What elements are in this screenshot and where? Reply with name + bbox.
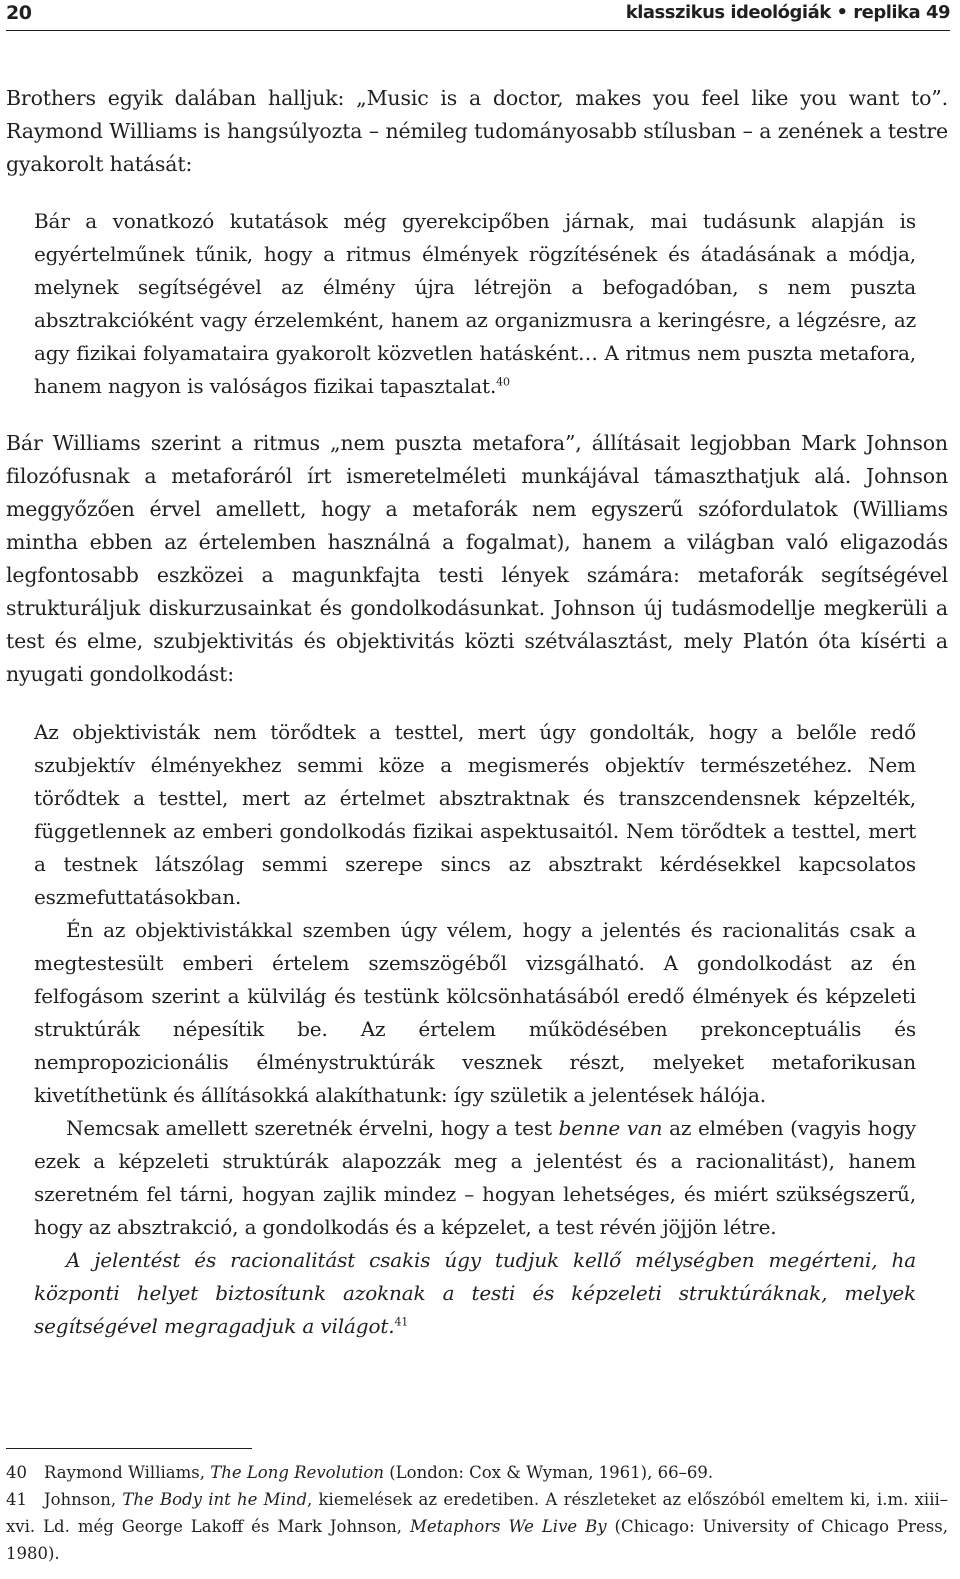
- quote-paragraph-2: Én az objektivistákkal szemben úgy vélem, hogy a jelentés és racionalitás csak a megtestesült emberi értelem szemszögéből vizsgálható. A gondolkodást az én felfogásom szerint a külvilág és testünk kölcsönhatásából eredő élmények és képzeleti struktúrák népesítik be. Az értelem működésében prekonceptuális és nempropozicionális élménystruktúrák vesznek részt, melyeket metaforikusan kivetíthetünk és állításokká alakíthatunk: így születik a jelentések hálója.: [34, 918, 916, 1107]
- intro-text: Brothers egyik dalában halljuk: „Music is a doctor, makes you feel like you want to”. Raymond Williams is hangsúlyozta – némileg tudományosabb stílusban – a zenének a testre gyakorolt hatását:: [6, 86, 948, 176]
- quote-paragraph-3: [34, 1112, 916, 1244]
- footnote-text: (London: Cox & Wyman, 1961), 66–69.: [384, 1463, 714, 1482]
- footnote-text: Raymond Williams,: [44, 1463, 211, 1482]
- footnote-number: 40: [6, 1463, 27, 1482]
- footnote-40: [6, 1459, 948, 1486]
- quote-paragraph-4-text: A jelentést és racionalitást csakis úgy tudjuk kellő mélységben megérteni, ha központi helyet biztosítunk azoknak a testi és képzeleti struktúráknak, melyek segítségével megragadjuk a világot.: [34, 1248, 916, 1338]
- block-quote-williams-text: Bár a vonatkozó kutatások még gyerekcipőben járnak, mai tudásunk alapján is egyértelműnek tűnik, hogy a ritmus élmények rögzítésének és átadásának a módja, melynek segítségével az élmény újra létrejön a befogadóban, s nem puszta absztrakcióként vagy érzelemként, hanem az organizmusra a keringésre, a légzésre, az agy fizikai folyamataira gyakorolt közvetlen hatásként… A ritmus nem puszta metafora, hanem nagyon is valóságos fizikai tapasztalat.: [34, 209, 916, 398]
- footnotes: [6, 1459, 948, 1567]
- footnote-ref-40[interactable]: 40: [496, 375, 510, 389]
- quote-paragraph-3-emphasis: benne van: [558, 1116, 663, 1140]
- running-head: klasszikus ideológiák • replika 49: [625, 2, 950, 23]
- footnote-ref-41[interactable]: 41: [394, 1315, 409, 1329]
- footnote-text: Johnson,: [44, 1490, 123, 1509]
- block-quote-johnson: [34, 716, 916, 1343]
- body-paragraph-johnson-text: Bár Williams szerint a ritmus „nem puszta metafora”, állításait legjobban Mark Johnson filozófusnak a metaforáról írt ismeretelméleti munkájával támaszthatjuk alá. Johnson meggyőzően érvel amellett, hogy a metaforák nem egyszerű szófordulatok (Williams mintha ebben az értelemben használná a fogalmat), hanem a világban való eligazodás legfontosabb eszközei a magunkfajta testi lények számára: metaforák segítségével strukturáljuk diskurzusainkat és gondolkodásunkat. Johnson új tudásmodellje megkerüli a test és elme, szubjektivitás és objektivitás közti szétválasztást, mely Platón óta kísérti a nyugati gondolkodást:: [6, 431, 948, 686]
- quote-paragraph-1: Az objektivisták nem törődtek a testtel, mert úgy gondolták, hogy a belőle redő szubjektív élményekhez semmi köze a megismerés objektív természetéhez. Nem törődtek a testtel, mert az értelmet absztraktnak és transzcendensnek képzelték, függetlennek az emberi gondolkodás fizikai aspektusaitól. Nem törődtek a testtel, mert a testnek látszólag semmi szerepe sincs az absztrakt kérdésekkel kapcsolatos eszmefuttatásokban.: [34, 720, 916, 909]
- footnote-41: [6, 1486, 948, 1567]
- body-paragraph-johnson: [6, 427, 948, 691]
- footnote-text: , kiemelések az eredetiben. A részleteket az előszóból emeltem ki, i.m. xiii–xvi. Ld. még George Lakoff és Mark Johnson,: [6, 1490, 949, 1536]
- quote-paragraph-3-part-b: az elmében (vagyis hogy ezek a képzeleti struktúrák alapozzák meg a jelentést és a racionalitást), hanem szeretném fel tárni, hogyan zajlik mindez – hogyan lehetséges, és miért szükségszerű, hogy az absztrakció, a gondolkodás és a képzelet, a test révén jöjjön létre.: [34, 1116, 916, 1239]
- page-number: 20: [6, 2, 32, 24]
- footnote-text: (Chicago: University of Chicago Press, 1980).: [6, 1517, 948, 1563]
- block-quote-williams-paragraph: [34, 205, 916, 403]
- block-quote-williams: [34, 205, 916, 403]
- quote-paragraph-3-part-a: Nemcsak amellett szeretnék érvelni, hogy a test: [66, 1116, 559, 1140]
- footnote-number: 41: [6, 1490, 27, 1509]
- intro-paragraph: [6, 82, 948, 181]
- page-header: [6, 0, 950, 34]
- quote-paragraph-4: [34, 1244, 916, 1343]
- footnote-rule: [6, 1448, 252, 1449]
- header-rule: [6, 30, 950, 31]
- footnote-book-title: The Body int he Mind: [122, 1490, 308, 1509]
- footnote-book-title: Metaphors We Live By: [409, 1517, 607, 1536]
- footnote-book-title: The Long Revolution: [210, 1463, 384, 1482]
